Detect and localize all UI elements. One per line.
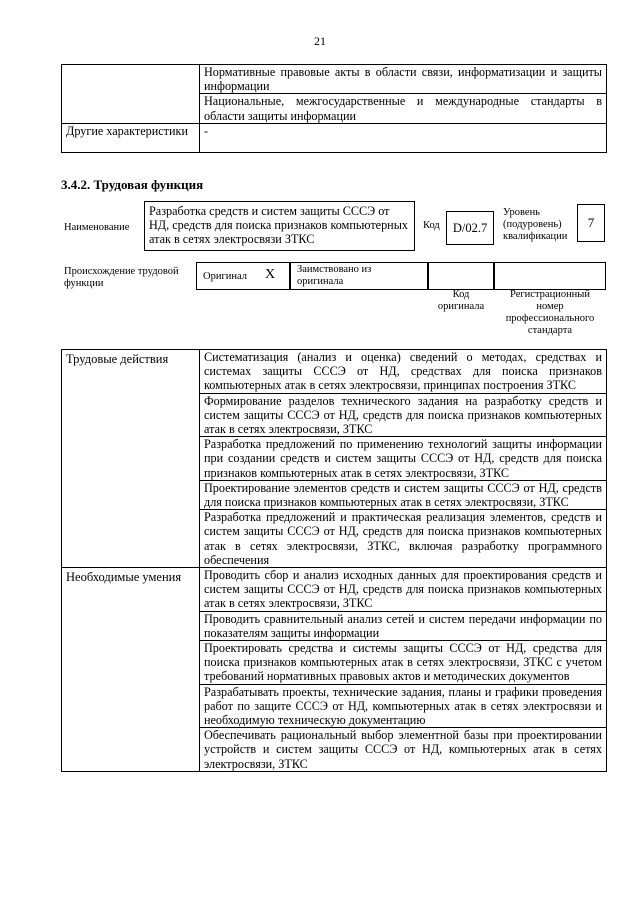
table-row	[62, 568, 607, 612]
function-code: D/02.7	[446, 211, 494, 245]
borrowed-cell	[290, 262, 428, 290]
list-item: Разрабатывать проекты, технические задания, планы и графики проведения работ по защите СССЭ от НД, компьютерных атак в сетях электросвязи и необходимую техническую документацию	[200, 684, 607, 728]
original-code-cell	[428, 262, 494, 290]
row-text: -	[200, 123, 607, 152]
list-item: Проектирование элементов средств и систем защиты СССЭ от НД, средств для поиска признаков компьютерных атак в сетях электросвязи, ЗТКС	[200, 480, 607, 509]
code-label: Код	[423, 220, 440, 231]
table-row	[62, 94, 607, 123]
original-cell	[196, 262, 290, 290]
table-row	[62, 350, 607, 394]
group-label-actions: Трудовые действия	[62, 350, 200, 568]
list-item: Проводить сбор и анализ исходных данных для проектирования средств и систем защиты СССЭ от НД, средств для поиска признаков компьютерных атак в сетях электросвязи, ЗТКС	[200, 568, 607, 612]
page-number: 21	[314, 34, 326, 48]
group-label-skills: Необходимые умения	[62, 568, 200, 772]
row-label: Другие характеристики	[62, 123, 200, 152]
section-title: 3.4.2. Трудовая функция	[61, 177, 204, 192]
list-item: Проводить сравнительный анализ сетей и систем передачи информации по показателям защиты информации	[200, 611, 607, 640]
table-row	[62, 123, 607, 152]
table-row	[62, 65, 607, 94]
borrowed-label: Заимствовано из оригинала	[297, 264, 372, 287]
name-label: Наименование	[64, 222, 130, 233]
original-label: Оригинал	[203, 271, 247, 282]
list-item: Разработка предложений по применению технологий защиты информации при создании средств и систем защиты СССЭ от НД, средств для поиска признаков компьютерных атак в сетях электросвязи, ЗТКС	[200, 437, 607, 481]
row-text: Нормативные правовые акты в области связи, информатизации и защиты информации	[200, 65, 607, 94]
code-caption: Код оригинала	[437, 289, 485, 312]
list-item: Проектировать средства и системы защиты СССЭ от НД, средства для поиска признаков компьютерных атак в сетях электросвязи, ЗТКС с учетом требований нормативных правовых актов и методических документов	[200, 641, 607, 685]
row-label	[62, 94, 200, 123]
registration-caption: Регистрационный номер профессионального стандарта	[505, 289, 595, 336]
characteristics-table	[61, 64, 607, 153]
function-name: Разработка средств и систем защиты СССЭ от НД, средств для поиска признаков компьютерных атак в сетях электросвязи ЗТКС	[144, 201, 415, 251]
origin-label: Происхождение трудовой функции	[64, 266, 179, 289]
function-details-table	[61, 349, 607, 772]
level-label: Уровень (подуровень) квалификации	[503, 207, 568, 242]
qualification-level: 7	[577, 204, 605, 242]
row-label	[62, 65, 200, 94]
original-mark: X	[265, 267, 276, 282]
list-item: Формирование разделов технического задания на разработку средств и систем защиты СССЭ от НД, средств для поиска признаков компьютерных атак в сетях электросвязи, ЗТКС	[200, 393, 607, 437]
row-text: Национальные, межгосударственные и международные стандарты в области защиты информации	[200, 94, 607, 123]
registration-number-cell	[494, 262, 606, 290]
list-item: Разработка предложений и практическая реализация элементов, средств и систем защиты СССЭ от НД, средств для поиска признаков компьютерных атак в сетях электросвязи, ЗТКС, включая разработку программного обеспечения	[200, 510, 607, 568]
list-item: Обеспечивать рациональный выбор элементной базы при проектировании устройств и систем защиты СССЭ от НД, компьютерных атак в сетях электросвязи, ЗТКС	[200, 728, 607, 772]
list-item: Систематизация (анализ и оценка) сведений о методах, средствах и системах защиты СССЭ от НД, средствах для поиска признаков компьютерных атак в сетях электросвязи, принципах построения ЗТКС	[200, 350, 607, 394]
